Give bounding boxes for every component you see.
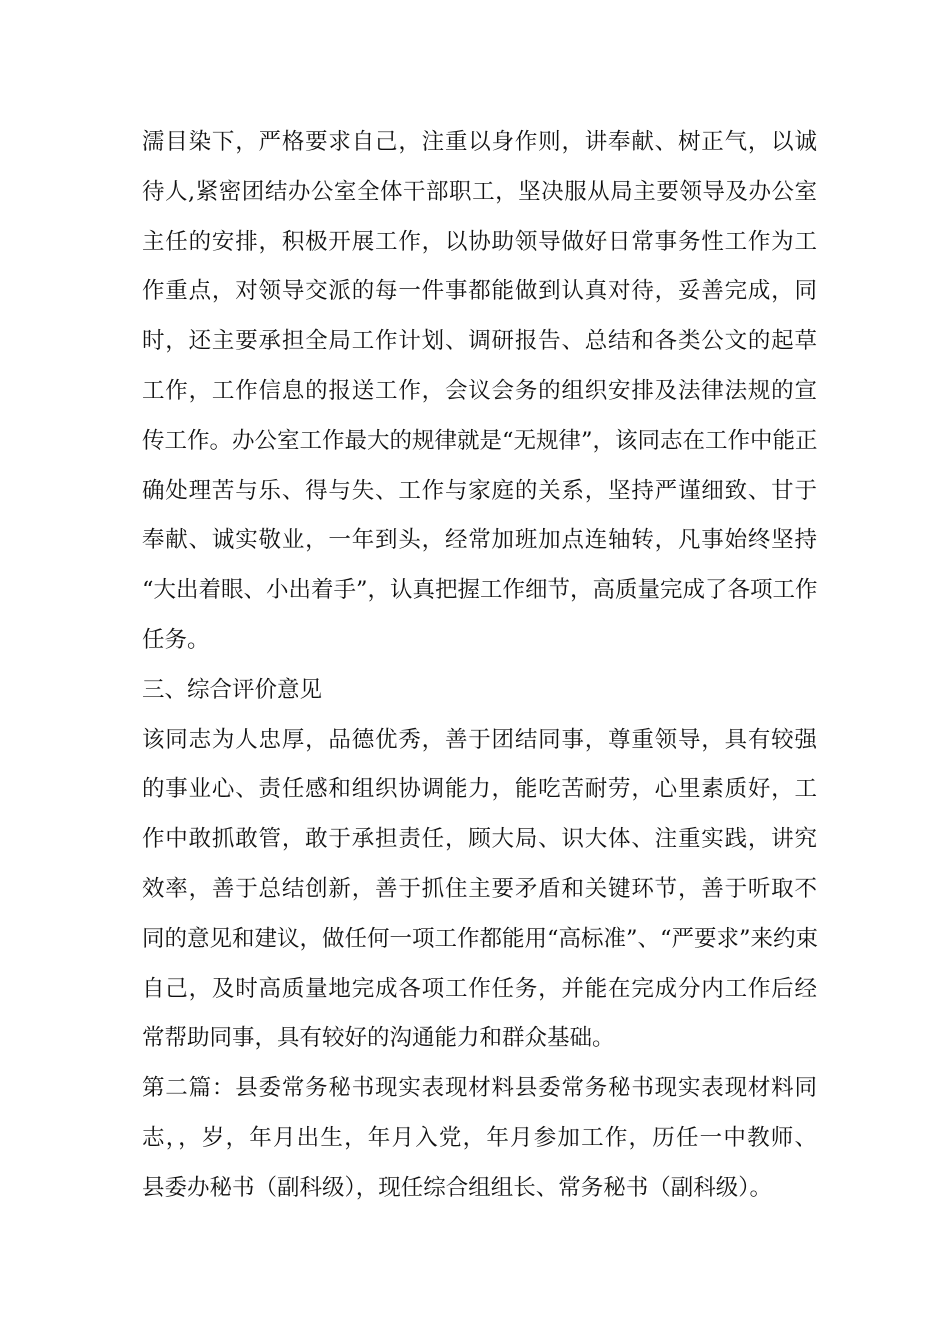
text-line: 自己，及时高质量地完成各项工作任务，并能在完成分内工作后经	[142, 975, 817, 1002]
text-line: 常帮助同事，具有较好的沟通能力和群众基础。	[142, 1025, 615, 1052]
text-line: 志，，岁，年月出生，年月入党，年月参加工作，历任一中教师、	[142, 1124, 817, 1151]
text-line: 传工作。办公室工作最大的规律就是“无规律”，该同志在工作中能正	[142, 427, 818, 454]
text-line: 待人,紧密团结办公室全体干部职工，坚决服从局主要领导及办公室	[142, 178, 817, 205]
text-line: 任务。	[142, 626, 210, 653]
text-line: 作中敢抓敢管，敢于承担责任，顾大局、识大体、注重实践，讲究	[142, 826, 817, 853]
text-line: 时，还主要承担全局工作计划、调研报告、总结和各类公文的起草	[142, 328, 817, 355]
text-line: 第二篇：县委常务秘书现实表现材料县委常务秘书现实表现材料同	[142, 1075, 817, 1102]
text-line: 工作，工作信息的报送工作，会议会务的组织安排及法律法规的宣	[142, 377, 817, 404]
body-text	[142, 118, 817, 1214]
text-line: 该同志为人忠厚，品德优秀，善于团结同事，尊重领导，具有较强	[142, 726, 817, 753]
text-line: 主任的安排，积极开展工作，以协助领导做好日常事务性工作为工	[142, 228, 817, 255]
text-line: 濡目染下，严格要求自己，注重以身作则，讲奉献、树正气，以诚	[142, 129, 817, 155]
text-line: 确处理苦与乐、得与失、工作与家庭的关系，坚持严谨细致、甘于	[142, 477, 817, 504]
text-line: 效率，善于总结创新，善于抓住主要矛盾和关键环节，善于听取不	[142, 875, 817, 902]
text-line: 县委办秘书（副科级），现任综合组组长、常务秘书（副科级）。	[142, 1174, 773, 1201]
text-line: 的事业心、责任感和组织协调能力，能吃苦耐劳，心里素质好，工	[142, 776, 817, 803]
text-line: 奉献、诚实敬业，一年到头，经常加班加点连轴转，凡事始终坚持	[142, 527, 817, 554]
text-line: “大出着眼、小出着手”，认真把握工作细节，高质量完成了各项工作	[142, 577, 818, 604]
section-heading: 三、综合评价意见	[142, 676, 323, 703]
text-line: 同的意见和建议，做任何一项工作都能用“高标准”、“严要求”来约束	[142, 925, 819, 952]
text-line: 作重点，对领导交派的每一件事都能做到认真对待，妥善完成，同	[142, 278, 817, 305]
